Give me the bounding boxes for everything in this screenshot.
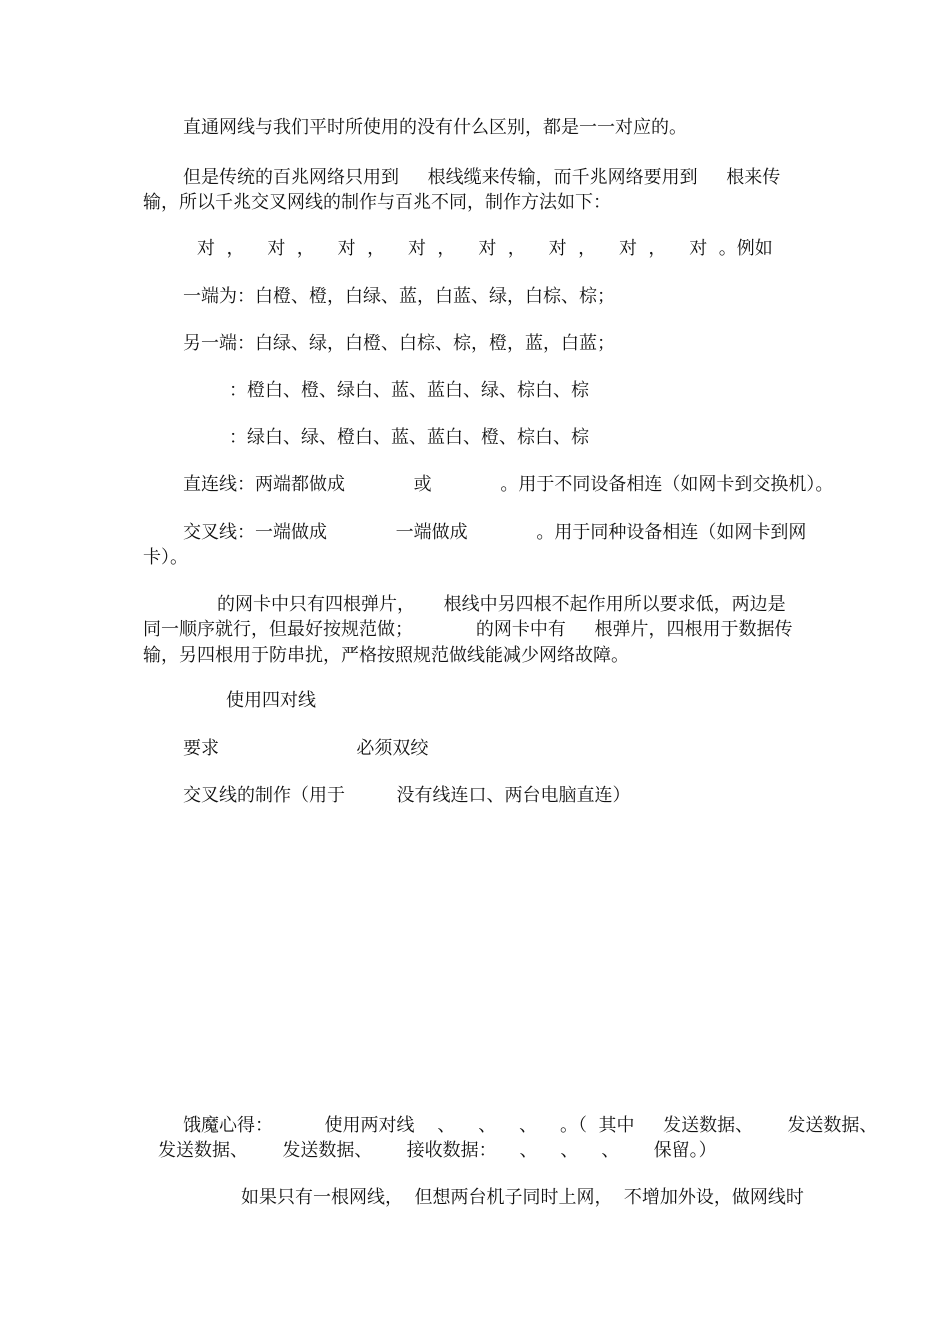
paragraph-nic-line2: 同一顺序就行，但最好按规范做； 的网卡中有 根弹片，四根用于数据传: [143, 619, 793, 640]
paragraph-standard-b: ：绿白、绿、橙白、蓝、蓝白、橙、棕白、棕: [229, 427, 589, 448]
paragraph-nic-line3: 输，另四根用于防串扰，严格按照规范做线能减少网络故障。: [143, 645, 629, 666]
paragraph-pairs-example: 对 ， 对 ， 对 ， 对 ， 对 ， 对 ， 对 ， 对 。例如: [197, 238, 773, 259]
paragraph-end-b: 另一端：白绿、绿，白橙、白棕、棕，橙，蓝，白蓝；: [183, 333, 615, 354]
paragraph-end-a: 一端为：白橙、橙，白绿、蓝，白蓝、绿，白棕、棕；: [183, 286, 615, 307]
paragraph-crossover-line1: 交叉线：一端做成 一端做成 。用于同种设备相连（如网卡到网: [183, 522, 807, 543]
paragraph-gigabit-line1: 但是传统的百兆网络只用到 根线缆来传输，而千兆网络要用到 根来传: [183, 167, 781, 188]
paragraph-four-pairs: 使用四对线: [226, 690, 316, 711]
paragraph-straight-through: 直连线：两端都做成 或 。用于不同设备相连（如网卡到交换机）。: [183, 474, 834, 495]
paragraph-requirement: 要求 必须双绞: [183, 738, 429, 759]
paragraph-tip-line2: 发送数据、 发送数据、 接收数据： 、 、 、 保留。）: [158, 1140, 717, 1161]
paragraph-standard-a: ：橙白、橙、绿白、蓝、蓝白、绿、棕白、棕: [229, 380, 589, 401]
paragraph-nic-line1: 的网卡中只有四根弹片， 根线中另四根不起作用所以要求低，两边是: [217, 594, 786, 615]
paragraph-crossover-line2: 卡）。: [143, 547, 188, 568]
paragraph-tip-line1: 饿魔心得： 使用两对线 、 、 、 。（ 其中 发送数据、 发送数据、: [183, 1115, 878, 1136]
paragraph-gigabit-line2: 输，所以千兆交叉网线的制作与百兆不同，制作方法如下：: [143, 192, 611, 213]
paragraph-straight-cable: 直通网线与我们平时所使用的没有什么区别，都是一一对应的。: [183, 117, 687, 138]
paragraph-crossover-making: 交叉线的制作（用于 没有线连口、两台电脑直连）: [183, 785, 631, 806]
paragraph-single-cable: 如果只有一根网线， 但想两台机子同时上网， 不增加外设，做网线时: [241, 1187, 804, 1208]
